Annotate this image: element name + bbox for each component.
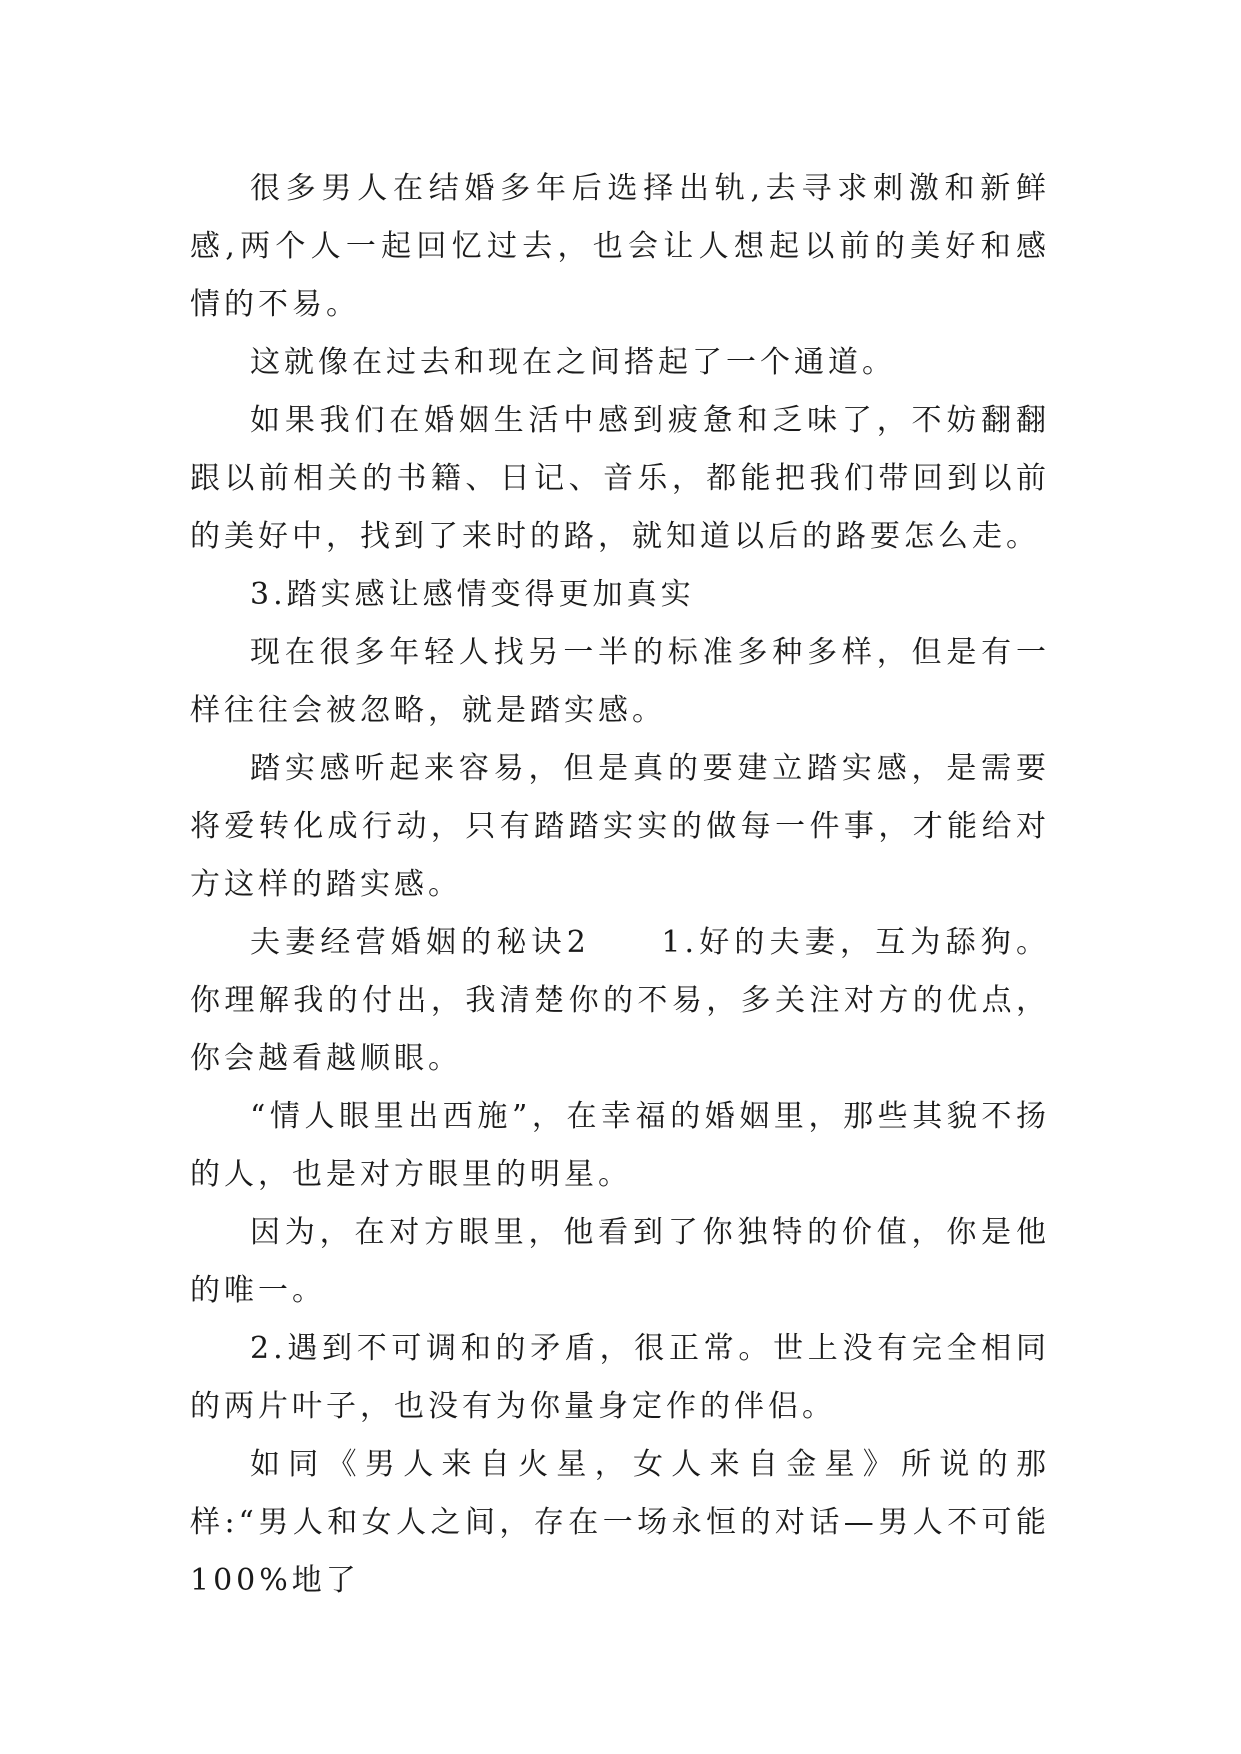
- paragraph-3: 如果我们在婚姻生活中感到疲惫和乏味了，不妨翻翻跟以前相关的书籍、日记、音乐，都能把我们带回到以前的美好中，找到了来时的路，就知道以后的路要怎么走。: [190, 403, 1050, 554]
- paragraph-5: 现在很多年轻人找另一半的标准多种多样，但是有一样往往会被忽略，就是踏实感。: [190, 635, 1050, 728]
- paragraph-2: 这就像在过去和现在之间搭起了一个通道。: [250, 345, 896, 380]
- paragraph-7: 夫妻经营婚姻的秘诀2 1.好的夫妻，互为舔狗。你理解我的付出，我清楚你的不易，多关注对方的优点，你会越看越顺眼。: [190, 925, 1050, 1076]
- section-heading-3: 3.踏实感让感情变得更加真实: [250, 577, 695, 612]
- paragraph-10: 2.遇到不可调和的矛盾，很正常。世上没有完全相同的两片叶子，也没有为你量身定作的伴侣。: [190, 1331, 1050, 1424]
- paragraph-9: 因为，在对方眼里，他看到了你独特的价值，你是他的唯一。: [190, 1215, 1050, 1308]
- paragraph-1: 很多男人在结婚多年后选择出轨,去寻求刺激和新鲜感,两个人一起回忆过去，也会让人想起以前的美好和感情的不易。: [190, 171, 1050, 322]
- paragraph-6: 踏实感听起来容易，但是真的要建立踏实感，是需要将爱转化成行动，只有踏踏实实的做每一件事，才能给对方这样的踏实感。: [190, 751, 1050, 902]
- paragraph-8: “情人眼里出西施”，在幸福的婚姻里，那些其貌不扬的人，也是对方眼里的明星。: [190, 1099, 1050, 1192]
- document-body: [190, 160, 1050, 1610]
- paragraph-11: 如同《男人来自火星，女人来自金星》所说的那样:“男人和女人之间，存在一场永恒的对话—男人不可能100%地了: [190, 1447, 1050, 1598]
